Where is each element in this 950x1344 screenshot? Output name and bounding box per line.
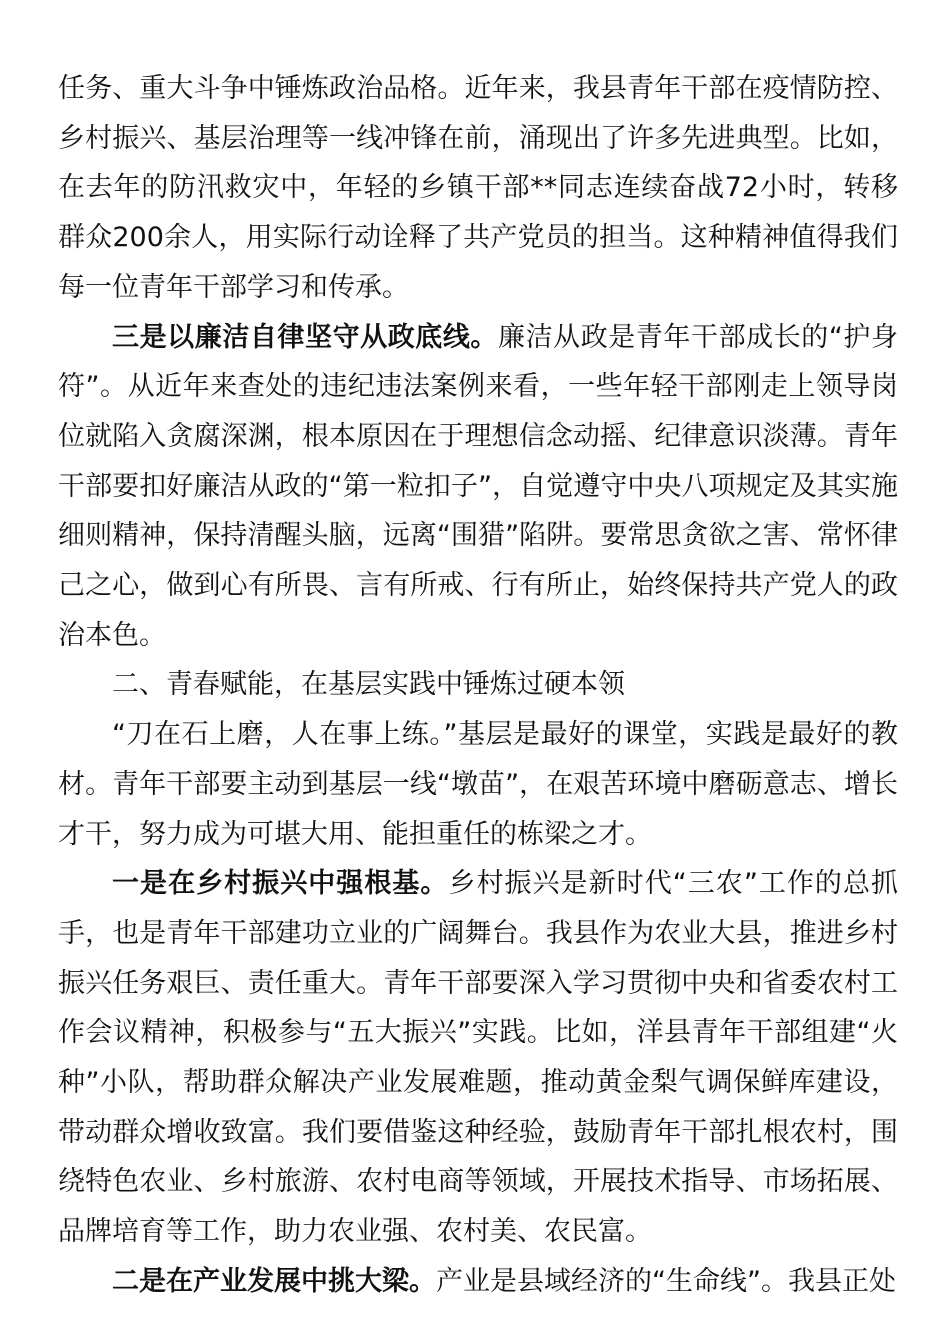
document-page	[58, 64, 898, 1307]
paragraph-text: 任务、重大斗争中锤炼政治品格。近年来，我县青年干部在疫情防控、乡村振兴、基层治理等一线冲锋在前，涌现出了许多先进典型。比如，在去年的防汛救灾中，年轻的乡镇干部**同志连续奋战72小时，转移群众200余人，用实际行动诠释了共产党员的担当。这种精神值得我们每一位青年干部学习和传承。	[58, 73, 898, 303]
section-heading	[58, 660, 898, 710]
paragraph-rural-revitalization	[58, 859, 898, 1257]
paragraph-text: 乡村振兴是新时代“三农”工作的总抓手，也是青年干部建功立业的广阔舞台。我县作为农业大县，推进乡村振兴任务艰巨、责任重大。青年干部要深入学习贯彻中央和省委农村工作会议精神，积极参与“五大振兴”实践。比如，洋县青年干部组建“火种”小队，帮助群众解决产业发展难题，推动黄金梨气调保鲜库建设，带动群众增收致富。我们要借鉴这种经验，鼓励青年干部扎根农村，围绕特色农业、乡村旅游、农村电商等领域，开展技术指导、市场拓展、品牌培育等工作，助力农业强、农村美、农民富。	[58, 868, 898, 1248]
paragraph-intro	[58, 710, 898, 859]
paragraph-text: 产业是县域经济的“生命线”。我县正处	[436, 1265, 896, 1297]
paragraph-lead: 二是在产业发展中挑大梁。	[112, 1265, 436, 1297]
paragraph-lead: 一是在乡村振兴中强根基。	[112, 868, 449, 900]
section-heading-text: 二、青春赋能，在基层实践中锤炼过硬本领	[112, 669, 625, 701]
paragraph-integrity	[58, 313, 898, 661]
paragraph-lead: 三是以廉洁自律坚守从政底线。	[112, 321, 498, 353]
paragraph-industry	[58, 1257, 898, 1307]
paragraph-text: “刀在石上磨，人在事上练。”基层是最好的课堂，实践是最好的教材。青年干部要主动到基层一线“墩苗”，在艰苦环境中磨砺意志、增长才干，努力成为可堪大用、能担重任的栋梁之才。	[58, 719, 898, 850]
paragraph-continuation	[58, 64, 898, 313]
paragraph-text: 廉洁从政是青年干部成长的“护身符”。从近年来查处的违纪违法案例来看，一些年轻干部刚走上领导岗位就陷入贪腐深渊，根本原因在于理想信念动摇、纪律意识淡薄。青年干部要扣好廉洁从政的“第一粒扣子”，自觉遵守中央八项规定及其实施细则精神，保持清醒头脑，远离“围猎”陷阱。要常思贪欲之害、常怀律己之心，做到心有所畏、言有所戒、行有所止，始终保持共产党人的政治本色。	[58, 321, 898, 651]
